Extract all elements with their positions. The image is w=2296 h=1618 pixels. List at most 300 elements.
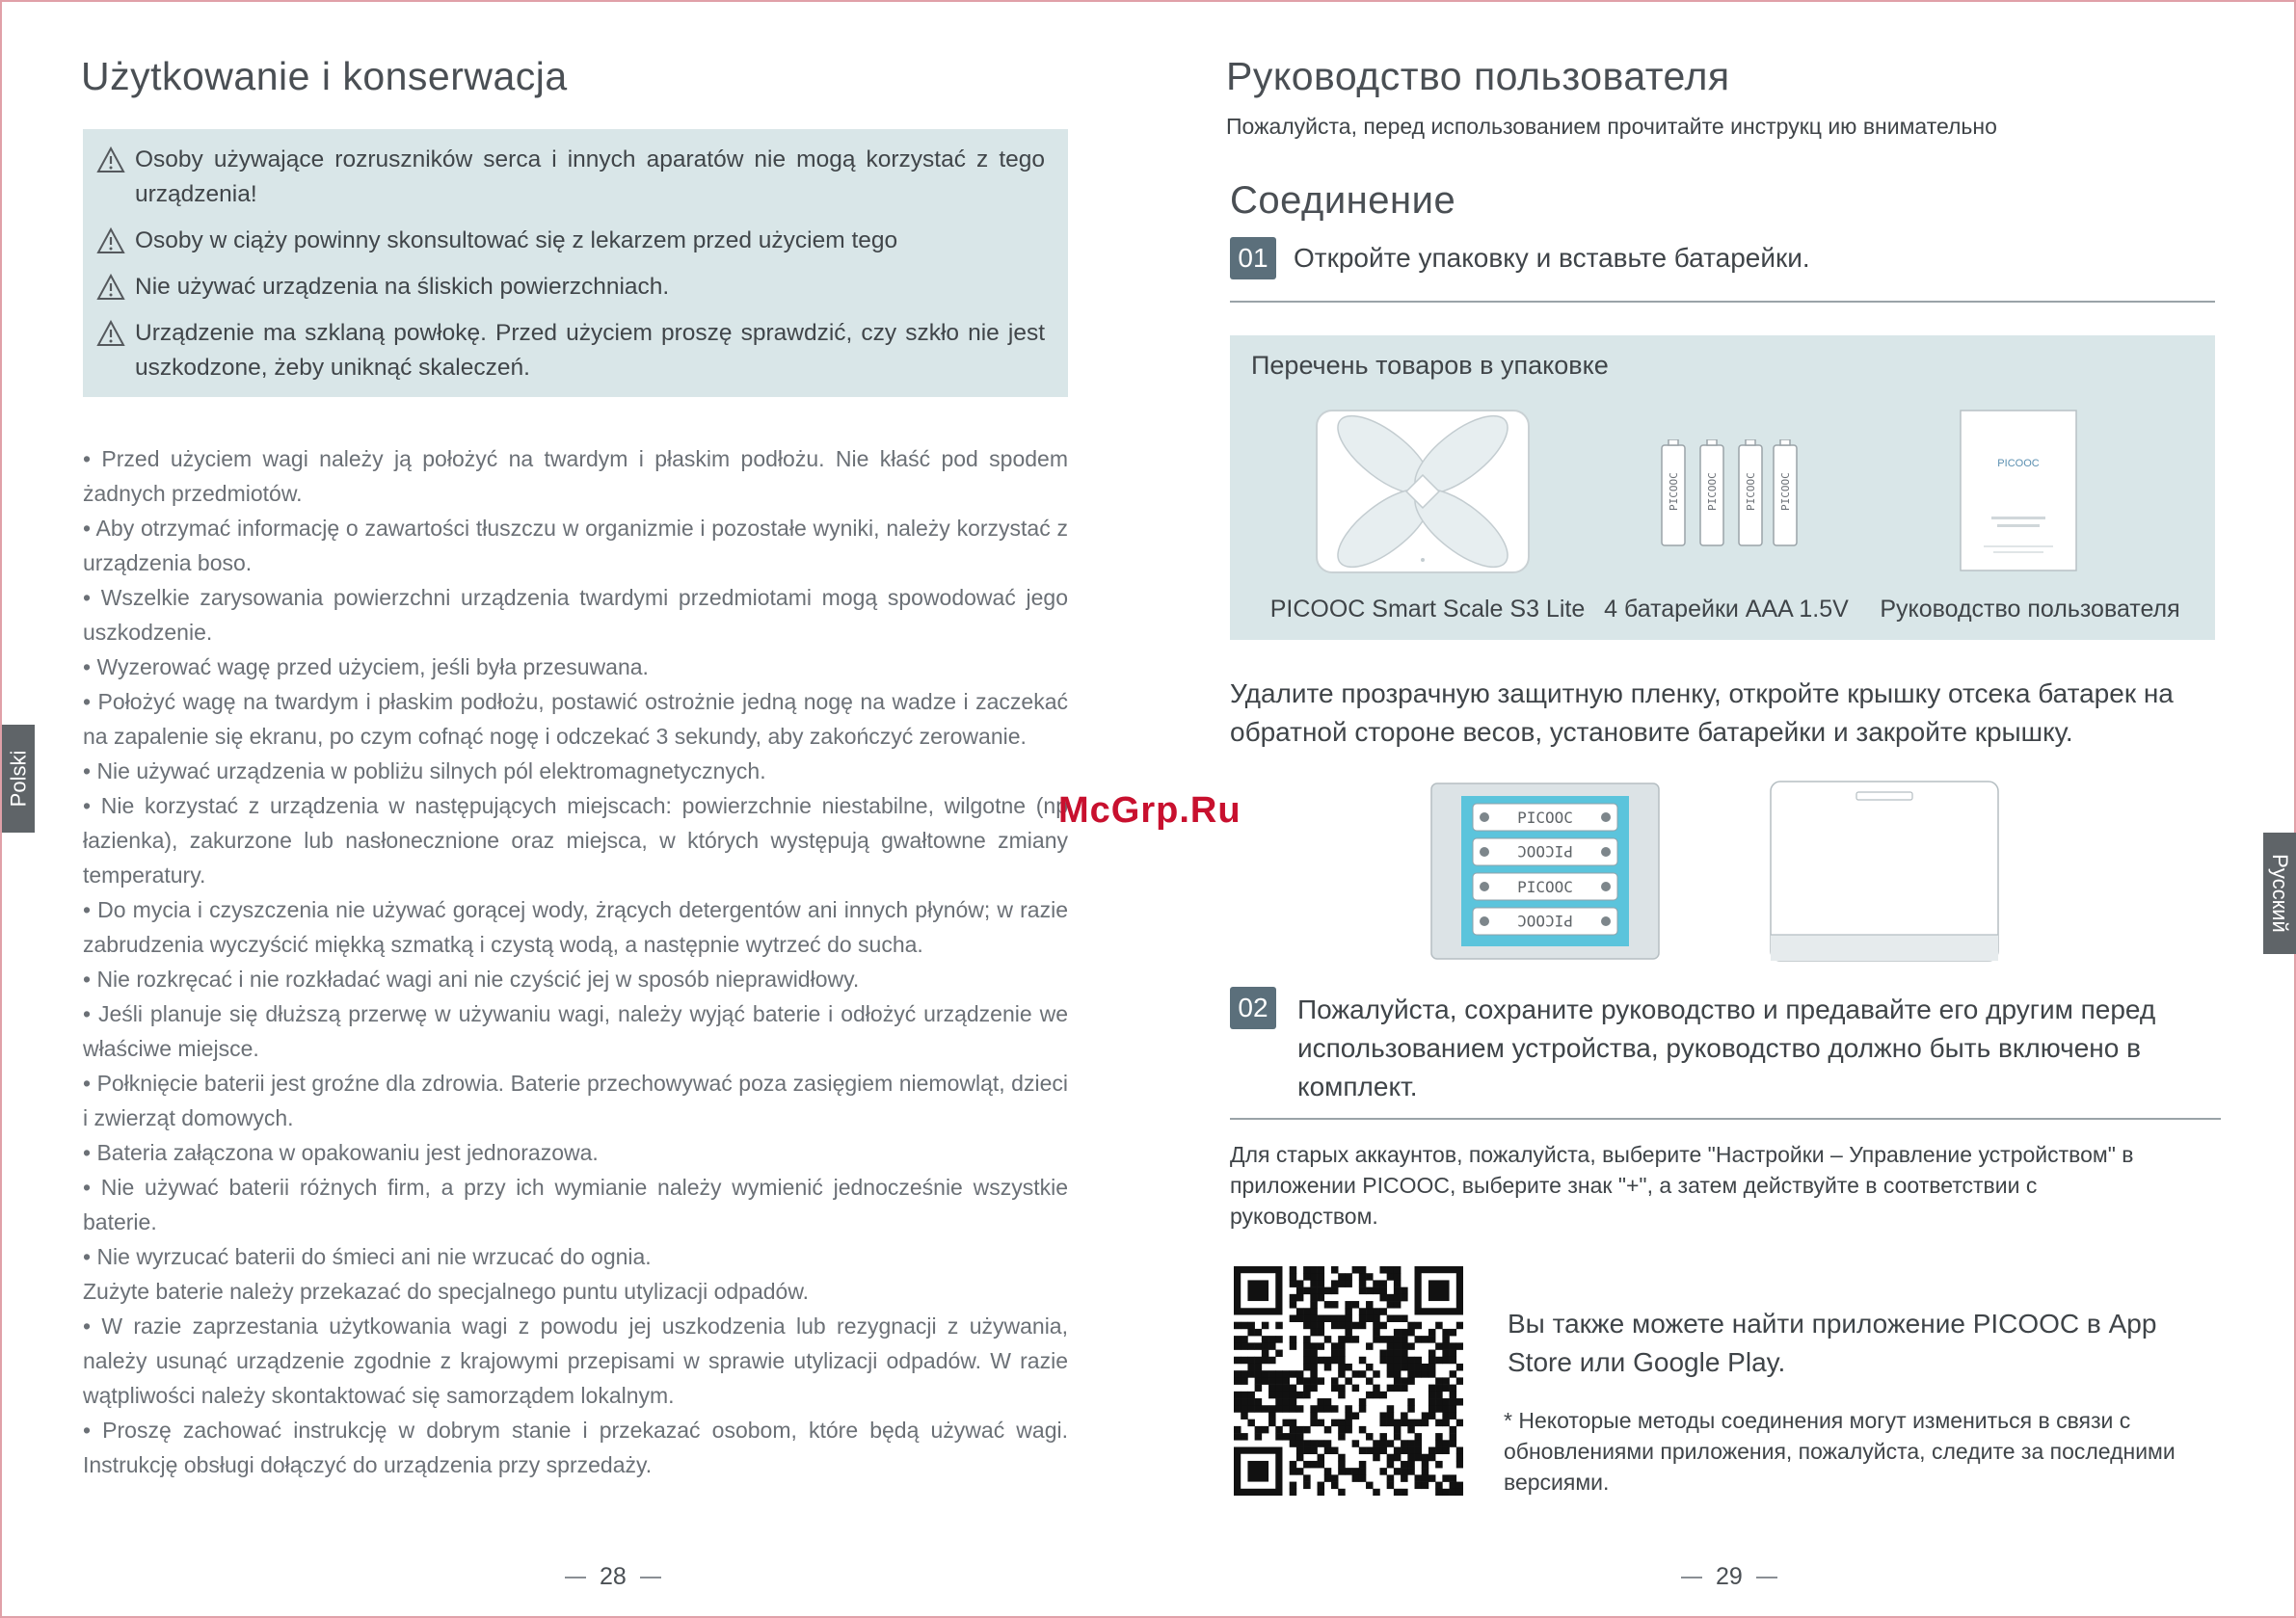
qr-module xyxy=(1450,1405,1457,1413)
qr-module xyxy=(1345,1273,1352,1281)
list-item: • Nie korzystać z urządzenia w następujących miejscach: powierzchnie niestabilne, wilgotne (np łazienka), zakurzone lub nasłonecznione oraz miejsca, w których występują gwałtowne zmiany temperatury. xyxy=(83,793,1068,888)
qr-module xyxy=(1450,1392,1457,1399)
qr-module xyxy=(1303,1273,1311,1281)
qr-module xyxy=(1366,1314,1374,1322)
qr-module xyxy=(1310,1385,1318,1393)
qr-module xyxy=(1255,1385,1263,1393)
list-item: • Nie używać baterii różnych firm, a przy ich wymianie należy wymienić jednocześnie wszystkie baterie. xyxy=(83,1175,1068,1234)
qr-module xyxy=(1442,1405,1450,1413)
list-item: • Nie rozkręcać i nie rozkładać wagi ani nie czyścić jej w sposób nieprawidłowy. xyxy=(83,967,860,992)
qr-module xyxy=(1262,1426,1269,1434)
qr-module xyxy=(1394,1433,1402,1441)
qr-module xyxy=(1262,1405,1269,1413)
qr-module xyxy=(1324,1314,1332,1322)
qr-module xyxy=(1407,1461,1415,1469)
qr-module xyxy=(1401,1447,1408,1455)
qr-module xyxy=(1387,1482,1395,1490)
qr-module xyxy=(1290,1385,1297,1393)
qr-module xyxy=(1345,1426,1352,1434)
qr-module xyxy=(1442,1329,1450,1337)
qr-module xyxy=(1366,1364,1374,1371)
qr-module xyxy=(1422,1370,1429,1378)
qr-module xyxy=(1366,1308,1374,1315)
qr-module xyxy=(1345,1322,1352,1330)
qr-module xyxy=(1401,1474,1408,1482)
qr-module xyxy=(1331,1447,1339,1455)
qr-module xyxy=(1422,1412,1429,1419)
qr-module xyxy=(1359,1322,1367,1330)
qr-module xyxy=(1456,1489,1463,1496)
qr-module xyxy=(1310,1357,1318,1365)
qr-module xyxy=(1415,1474,1423,1482)
qr-module xyxy=(1282,1377,1290,1385)
qr-module xyxy=(1359,1308,1367,1315)
qr-module xyxy=(1310,1294,1318,1302)
qr-module xyxy=(1435,1482,1443,1490)
qr-module xyxy=(1450,1426,1457,1434)
qr-module xyxy=(1450,1385,1457,1393)
qr-module xyxy=(1428,1398,1436,1406)
qr-module xyxy=(1359,1447,1367,1455)
step-badge: 01 xyxy=(1230,237,1276,279)
battery-label: PICOOC xyxy=(1517,842,1573,861)
list-item: • W razie zaprzestania użytkowania wagi z powodu jej uszkodzenia lub rezygnacji z używania, należy usunąć urządzenie zgodnie z krajowymi przepisami w sprawie utylizacji odpadów. W razie wątpliwości należy skontaktować się samorządem lokalnym. xyxy=(83,1313,1068,1408)
qr-module xyxy=(1310,1405,1318,1413)
qr-module xyxy=(1247,1364,1255,1371)
qr-module xyxy=(1310,1329,1318,1337)
qr-module xyxy=(1318,1273,1325,1281)
qr-module xyxy=(1268,1370,1276,1378)
qr-module xyxy=(1415,1447,1423,1455)
qr-module xyxy=(1282,1405,1290,1413)
qr-module xyxy=(1373,1322,1380,1330)
qr-module xyxy=(1310,1370,1318,1378)
qr-module xyxy=(1450,1412,1457,1419)
qr-module xyxy=(1428,1454,1436,1462)
qr-module xyxy=(1387,1364,1395,1371)
qr-module xyxy=(1407,1468,1415,1475)
qr-module xyxy=(1366,1301,1374,1309)
qr-module xyxy=(1407,1357,1415,1365)
list-item: • Aby otrzymać informację o zawartości tłuszczu w organizmie i pozostałe wyniki, należy korzystać z urządzenia boso. xyxy=(83,516,1068,575)
qr-module xyxy=(1394,1370,1402,1378)
qr-module xyxy=(1296,1447,1304,1455)
qr-module xyxy=(1435,1405,1443,1413)
qr-module xyxy=(1247,1419,1255,1427)
qr-module xyxy=(1379,1336,1387,1343)
qr-module xyxy=(1290,1468,1297,1475)
qr-module xyxy=(1352,1301,1360,1309)
qr-module xyxy=(1373,1314,1380,1322)
qr-module xyxy=(1268,1405,1276,1413)
qr-module xyxy=(1241,1398,1248,1406)
qr-module xyxy=(1428,1364,1436,1371)
qr-module xyxy=(1275,1350,1283,1358)
qr-module xyxy=(1379,1357,1387,1365)
qr-module xyxy=(1352,1322,1360,1330)
qr-module xyxy=(1275,1405,1283,1413)
qr-module xyxy=(1435,1419,1443,1427)
qr-module xyxy=(1415,1364,1423,1371)
qr-module xyxy=(1324,1336,1332,1343)
qr-module xyxy=(1407,1440,1415,1447)
list-item: • Proszę zachować instrukcję w dobrym stanie i przekazać osobom, które będą używać wagi. Instrukcję obsługi dołączyć do urządzenia przy sprzedaży. xyxy=(83,1418,1068,1477)
qr-module xyxy=(1290,1461,1297,1469)
qr-module xyxy=(1394,1336,1402,1343)
qr-module xyxy=(1435,1377,1443,1385)
qr-module xyxy=(1296,1294,1304,1302)
qr-module xyxy=(1338,1370,1346,1378)
watermark: McGrp.Ru xyxy=(1058,790,1241,831)
qr-module xyxy=(1255,1329,1263,1337)
qr-module xyxy=(1415,1357,1423,1365)
qr-module xyxy=(1394,1454,1402,1462)
qr-module xyxy=(1303,1440,1311,1447)
qr-module xyxy=(1241,1377,1248,1385)
qr-module xyxy=(1310,1350,1318,1358)
qr-module xyxy=(1442,1336,1450,1343)
qr-module xyxy=(1450,1329,1457,1337)
qr-module xyxy=(1435,1433,1443,1441)
qr-module xyxy=(1435,1322,1443,1330)
qr-module xyxy=(1387,1440,1395,1447)
qr-module xyxy=(1247,1370,1255,1378)
qr-module xyxy=(1338,1419,1346,1427)
qr-module xyxy=(1324,1447,1332,1455)
qr-module xyxy=(1442,1474,1450,1482)
qr-module xyxy=(1275,1426,1283,1434)
qr-module xyxy=(1331,1377,1339,1385)
qr-module xyxy=(1456,1342,1463,1350)
qr-module xyxy=(1359,1357,1367,1365)
qr-module xyxy=(1275,1377,1283,1385)
qr-module xyxy=(1234,1392,1241,1399)
qr-module xyxy=(1373,1287,1380,1295)
qr-module xyxy=(1234,1377,1241,1385)
warning-text: Urządzenie ma szklaną powłokę. Przed użyciem proszę sprawdzić, czy szkło nie jest uszkodzone, żeby uniknąć skaleczeń. xyxy=(135,320,1045,381)
qr-module xyxy=(1234,1322,1241,1330)
qr-module xyxy=(1401,1294,1408,1302)
qr-module xyxy=(1303,1314,1311,1322)
qr-module xyxy=(1338,1336,1346,1343)
qr-module xyxy=(1241,1392,1248,1399)
qr-module xyxy=(1296,1377,1304,1385)
qr-module xyxy=(1387,1266,1395,1274)
qr-module xyxy=(1394,1287,1402,1295)
qr-module xyxy=(1290,1440,1297,1447)
qr-module xyxy=(1352,1412,1360,1419)
qr-module xyxy=(1435,1489,1443,1496)
qr-module xyxy=(1359,1405,1367,1413)
qr-module xyxy=(1359,1273,1367,1281)
qr-module xyxy=(1324,1364,1332,1371)
qr-module xyxy=(1359,1474,1367,1482)
qr-module xyxy=(1435,1357,1443,1365)
qr-module xyxy=(1401,1489,1408,1496)
qr-module xyxy=(1303,1364,1311,1371)
warning-text: Nie używać urządzenia na śliskich powierzchniach. xyxy=(135,274,670,300)
qr-module xyxy=(1345,1412,1352,1419)
page-number: 29 xyxy=(1716,1563,1743,1590)
package-title: Перечень товаров в упаковке xyxy=(1251,351,1609,380)
qr-module xyxy=(1387,1370,1395,1378)
qr-module xyxy=(1415,1482,1423,1490)
qr-module xyxy=(1296,1426,1304,1434)
qr-module xyxy=(1366,1377,1374,1385)
qr-module xyxy=(1422,1474,1429,1482)
page-title-pl: Użytkowanie i konserwacja xyxy=(81,54,568,98)
qr-module xyxy=(1262,1322,1269,1330)
qr-module xyxy=(1255,1433,1263,1441)
qr-module xyxy=(1442,1419,1450,1427)
list-item: • Do mycia i czyszczenia nie używać gorącej wody, żrących detergentów ani innych płynów; w razie zabrudzenia wyczyścić miękką szmatką i czystą wodą, a następnie wytrzeć do sucha. xyxy=(83,897,1068,957)
qr-module xyxy=(1255,1357,1263,1365)
scale-image xyxy=(1315,409,1531,574)
qr-module xyxy=(1303,1377,1311,1385)
qr-module xyxy=(1435,1342,1443,1350)
qr-module xyxy=(1345,1468,1352,1475)
qr-module xyxy=(1442,1447,1450,1455)
qr-module xyxy=(1407,1329,1415,1337)
qr-module xyxy=(1456,1398,1463,1406)
qr-module xyxy=(1407,1398,1415,1406)
qr-module xyxy=(1303,1461,1311,1469)
qr-module xyxy=(1387,1301,1395,1309)
qr-module xyxy=(1415,1322,1423,1330)
qr-module xyxy=(1310,1273,1318,1281)
qr-finder xyxy=(1247,1461,1268,1482)
qr-module xyxy=(1268,1392,1276,1399)
qr-module xyxy=(1359,1370,1367,1378)
qr-module xyxy=(1338,1280,1346,1287)
battery-label: PICOOC xyxy=(1517,878,1573,896)
qr-module xyxy=(1415,1440,1423,1447)
manual-image xyxy=(1959,409,2078,572)
qr-module xyxy=(1450,1482,1457,1490)
qr-module xyxy=(1296,1280,1304,1287)
qr-module xyxy=(1255,1370,1263,1378)
qr-module xyxy=(1282,1392,1290,1399)
qr-module xyxy=(1290,1336,1297,1343)
qr-module xyxy=(1366,1273,1374,1281)
qr-module xyxy=(1241,1370,1248,1378)
qr-module xyxy=(1394,1489,1402,1496)
qr-module xyxy=(1318,1419,1325,1427)
qr-module xyxy=(1310,1314,1318,1322)
qr-module xyxy=(1442,1489,1450,1496)
qr-module xyxy=(1255,1377,1263,1385)
qr-module xyxy=(1428,1412,1436,1419)
battery-label: PICOOC xyxy=(1517,912,1573,930)
qr-module xyxy=(1331,1482,1339,1490)
qr-module xyxy=(1310,1377,1318,1385)
qr-module xyxy=(1303,1336,1311,1343)
qr-module xyxy=(1387,1350,1395,1358)
qr-module xyxy=(1379,1308,1387,1315)
qr-module xyxy=(1282,1385,1290,1393)
qr-module xyxy=(1318,1405,1325,1413)
qr-module xyxy=(1345,1419,1352,1427)
qr-module xyxy=(1401,1461,1408,1469)
qr-module xyxy=(1366,1482,1374,1490)
qr-module xyxy=(1394,1377,1402,1385)
qr-module xyxy=(1310,1342,1318,1350)
warning-icon xyxy=(96,320,125,347)
qr-module xyxy=(1401,1357,1408,1365)
qr-module xyxy=(1428,1329,1436,1337)
qr-module xyxy=(1387,1405,1395,1413)
qr-module xyxy=(1310,1308,1318,1315)
qr-module xyxy=(1435,1392,1443,1399)
qr-code xyxy=(1234,1266,1463,1496)
qr-module xyxy=(1379,1447,1387,1455)
qr-module xyxy=(1428,1447,1436,1455)
qr-module xyxy=(1241,1342,1248,1350)
qr-module xyxy=(1373,1329,1380,1337)
qr-module xyxy=(1262,1357,1269,1365)
qr-module xyxy=(1303,1322,1311,1330)
qr-module xyxy=(1338,1454,1346,1462)
qr-module xyxy=(1303,1474,1311,1482)
list-item: • Wyzerować wagę przed użyciem, jeśli była przesuwana. xyxy=(83,654,649,679)
qr-module xyxy=(1275,1370,1283,1378)
qr-module xyxy=(1303,1342,1311,1350)
qr-module xyxy=(1247,1405,1255,1413)
language-tab-polski xyxy=(2,725,35,833)
qr-module xyxy=(1324,1301,1332,1309)
qr-module xyxy=(1324,1440,1332,1447)
manual-logo: PICOOC xyxy=(1997,458,2040,469)
qr-module xyxy=(1387,1273,1395,1281)
list-item: Zużyte baterie należy przekazać do specjalnego puntu utylizacji odpadów. xyxy=(83,1279,810,1304)
list-item: • Bateria załączona w opakowaniu jest jednorazowa. xyxy=(83,1140,599,1165)
qr-module xyxy=(1290,1419,1297,1427)
qr-module xyxy=(1373,1280,1380,1287)
qr-module xyxy=(1303,1385,1311,1393)
qr-module xyxy=(1262,1370,1269,1378)
list-item: • Przed użyciem wagi należy ją położyć na twardym i płaskim podłożu. Nie kłaść pod spodem żadnych przedmiotów. xyxy=(83,446,1068,506)
qr-module xyxy=(1415,1336,1423,1343)
qr-module xyxy=(1435,1461,1443,1469)
qr-module xyxy=(1303,1447,1311,1455)
qr-module xyxy=(1450,1357,1457,1365)
qr-module xyxy=(1415,1433,1423,1441)
qr-module xyxy=(1247,1357,1255,1365)
qr-module xyxy=(1234,1433,1241,1441)
qr-module xyxy=(1359,1266,1367,1274)
qr-module xyxy=(1310,1364,1318,1371)
qr-module xyxy=(1359,1426,1367,1434)
warning-icon xyxy=(96,227,125,254)
package-item-label: PICOOC Smart Scale S3 Lite xyxy=(1269,596,1586,623)
warning-box xyxy=(83,129,1068,397)
qr-module xyxy=(1394,1364,1402,1371)
warning-icon xyxy=(96,146,125,173)
qr-module xyxy=(1428,1370,1436,1378)
qr-module xyxy=(1352,1370,1360,1378)
qr-module xyxy=(1373,1336,1380,1343)
qr-module xyxy=(1324,1405,1332,1413)
compartment-closed-image xyxy=(1770,781,1999,962)
qr-module xyxy=(1387,1357,1395,1365)
qr-module xyxy=(1241,1322,1248,1330)
qr-module xyxy=(1379,1322,1387,1330)
qr-module xyxy=(1379,1392,1387,1399)
qr-module xyxy=(1422,1461,1429,1469)
qr-module xyxy=(1415,1419,1423,1427)
qr-module xyxy=(1456,1377,1463,1385)
qr-module xyxy=(1394,1329,1402,1337)
qr-module xyxy=(1379,1440,1387,1447)
qr-module xyxy=(1310,1440,1318,1447)
qr-module xyxy=(1290,1392,1297,1399)
qr-module xyxy=(1366,1433,1374,1441)
qr-module xyxy=(1394,1301,1402,1309)
list-item: • Położyć wagę na twardym i płaskim podłożu, postawić ostrożnie jedną nogę na wadze i zaczekać na zapalenie się ekranu, po czym cofnąć nogę i odczekać 3 sekundy, aby zakończyć zerowanie. xyxy=(83,689,1068,749)
page-title-ru: Руководство пользователя xyxy=(1226,54,1730,98)
qr-module xyxy=(1394,1266,1402,1274)
qr-module xyxy=(1394,1447,1402,1455)
old-accounts-note: Для старых аккаунтов, пожалуйста, выберите "Настройки – Управление устройством" в приложении PICOOC, выберите знак "+", а затем действуйте в соответствии с руководством. xyxy=(1230,1142,2134,1229)
package-item-label: 4 батарейки AAA 1.5V xyxy=(1604,596,1849,623)
qr-module xyxy=(1379,1350,1387,1358)
step-text: Откройте упаковку и вставьте батарейки. xyxy=(1294,243,1810,273)
qr-module xyxy=(1387,1314,1395,1322)
qr-module xyxy=(1310,1461,1318,1469)
qr-module xyxy=(1290,1482,1297,1490)
qr-module xyxy=(1290,1273,1297,1281)
qr-module xyxy=(1303,1287,1311,1295)
qr-module xyxy=(1282,1370,1290,1378)
qr-module xyxy=(1456,1364,1463,1371)
qr-module xyxy=(1268,1419,1276,1427)
qr-module xyxy=(1456,1454,1463,1462)
qr-module xyxy=(1387,1342,1395,1350)
qr-module xyxy=(1255,1398,1263,1406)
qr-module xyxy=(1422,1468,1429,1475)
qr-module xyxy=(1366,1287,1374,1295)
qr-module xyxy=(1422,1419,1429,1427)
qr-module xyxy=(1324,1357,1332,1365)
qr-module xyxy=(1373,1370,1380,1378)
qr-module xyxy=(1331,1322,1339,1330)
qr-module xyxy=(1310,1287,1318,1295)
qr-module xyxy=(1234,1370,1241,1378)
qr-module xyxy=(1338,1426,1346,1434)
qr-module xyxy=(1262,1342,1269,1350)
qr-module xyxy=(1331,1342,1339,1350)
qr-module xyxy=(1318,1314,1325,1322)
qr-module xyxy=(1324,1468,1332,1475)
qr-module xyxy=(1296,1405,1304,1413)
qr-module xyxy=(1247,1329,1255,1337)
qr-module xyxy=(1318,1294,1325,1302)
qr-module xyxy=(1318,1454,1325,1462)
qr-module xyxy=(1310,1301,1318,1309)
qr-module xyxy=(1290,1426,1297,1434)
qr-module xyxy=(1442,1377,1450,1385)
qr-module xyxy=(1290,1398,1297,1406)
qr-module xyxy=(1296,1440,1304,1447)
divider xyxy=(1230,1118,2221,1120)
qr-module xyxy=(1401,1329,1408,1337)
qr-module xyxy=(1318,1280,1325,1287)
qr-module xyxy=(1428,1392,1436,1399)
qr-module xyxy=(1324,1287,1332,1295)
page-number-left xyxy=(551,1563,675,1591)
qr-module xyxy=(1401,1364,1408,1371)
qr-module xyxy=(1275,1322,1283,1330)
